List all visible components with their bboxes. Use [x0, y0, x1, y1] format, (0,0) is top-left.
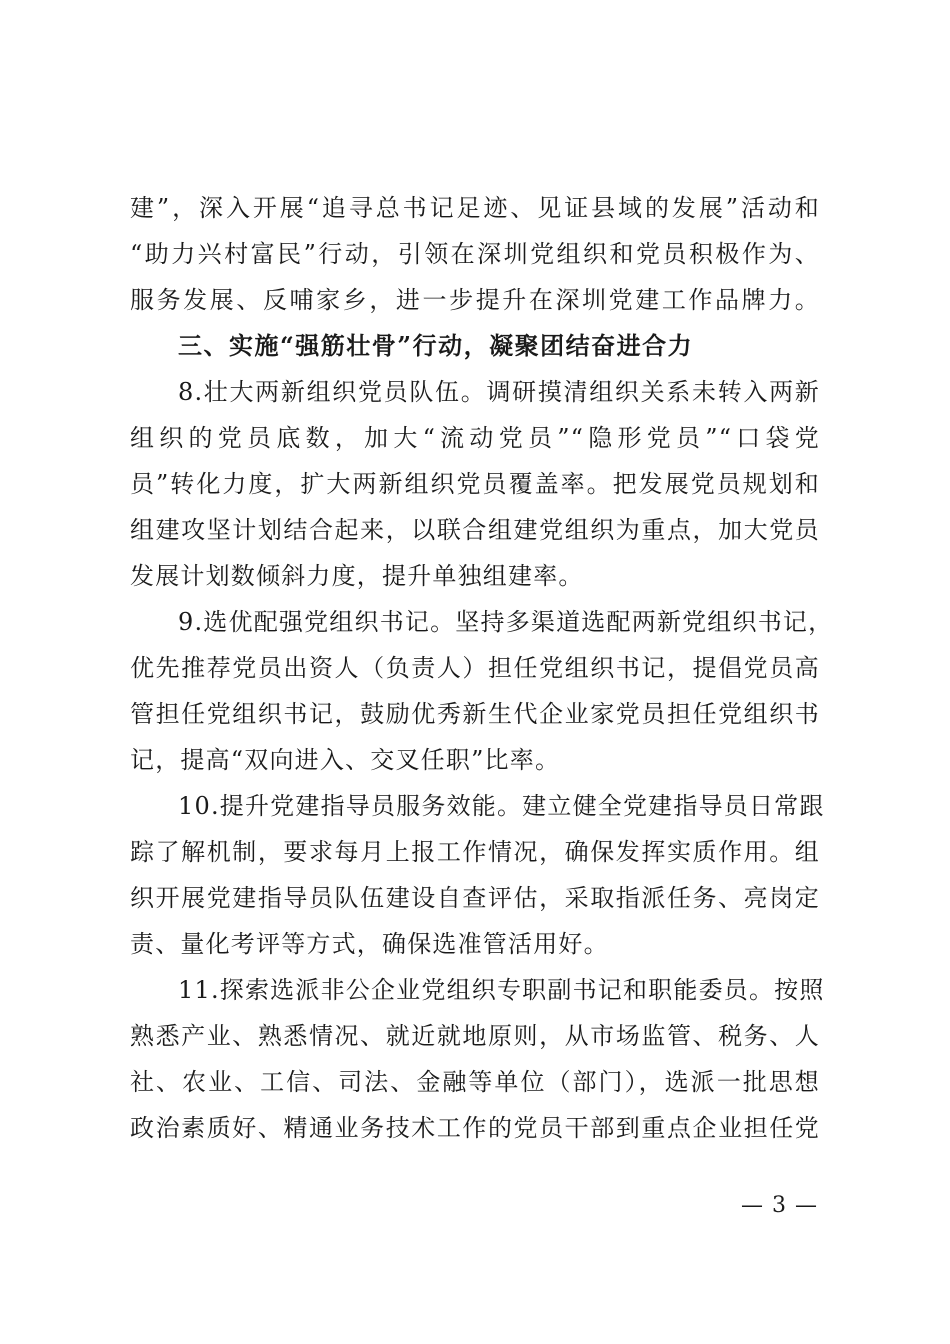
body-text-line: 政治素质好、精通业务技术工作的党员干部到重点企业担任党 — [130, 1114, 820, 1142]
paragraph-10-first-line: 10.提升党建指导员服务效能。建立健全党建指导员日常跟 — [178, 792, 825, 820]
body-text-line: 组织的党员底数，加大“流动党员”“隐形党员”“口袋党 — [130, 424, 820, 452]
body-text-line: 服务发展、反哺家乡，进一步提升在深圳党建工作品牌力。 — [130, 286, 820, 314]
body-text-line: 管担任党组织书记，鼓励优秀新生代企业家党员担任党组织书 — [130, 700, 820, 728]
body-text-line: 社、农业、工信、司法、金融等单位（部门），选派一批思想 — [130, 1068, 820, 1096]
paragraph-11-first-line: 11.探索选派非公企业党组织专职副书记和职能委员。按照 — [178, 976, 825, 1004]
body-text-line: 熟悉产业、熟悉情况、就近就地原则，从市场监管、税务、人 — [130, 1022, 820, 1050]
body-text-line: “助力兴村富民”行动，引领在深圳党组织和党员积极作为、 — [130, 240, 820, 268]
paragraph-8-first-line: 8.壮大两新组织党员队伍。调研摸清组织关系未转入两新 — [178, 378, 820, 406]
body-text-line: 踪了解机制，要求每月上报工作情况，确保发挥实质作用。组 — [130, 838, 820, 866]
body-text-line: 责、量化考评等方式，确保选准管活用好。 — [130, 930, 609, 958]
body-text-line: 发展计划数倾斜力度，提升单独组建率。 — [130, 562, 584, 590]
body-text-line: 织开展党建指导员队伍建设自查评估，采取指派任务、亮岗定 — [130, 884, 820, 912]
body-text-line: 组建攻坚计划结合起来，以联合组建党组织为重点，加大党员 — [130, 516, 820, 544]
body-text-line: 建”，深入开展“追寻总书记足迹、见证县域的发展”活动和 — [130, 194, 820, 222]
paragraph-9-first-line: 9.选优配强党组织书记。坚持多渠道选配两新党组织书记， — [178, 608, 834, 636]
body-text-line: 员”转化力度，扩大两新组织党员覆盖率。把发展党员规划和 — [130, 470, 820, 498]
body-text-line: 优先推荐党员出资人（负责人）担任党组织书记，提倡党员高 — [130, 654, 820, 682]
body-text-line: 记，提高“双向进入、交叉任职”比率。 — [130, 746, 561, 774]
page-number: — 3 — — [741, 1193, 818, 1218]
section-heading: 三、实施“强筋壮骨”行动，凝聚团结奋进合力 — [178, 331, 694, 360]
